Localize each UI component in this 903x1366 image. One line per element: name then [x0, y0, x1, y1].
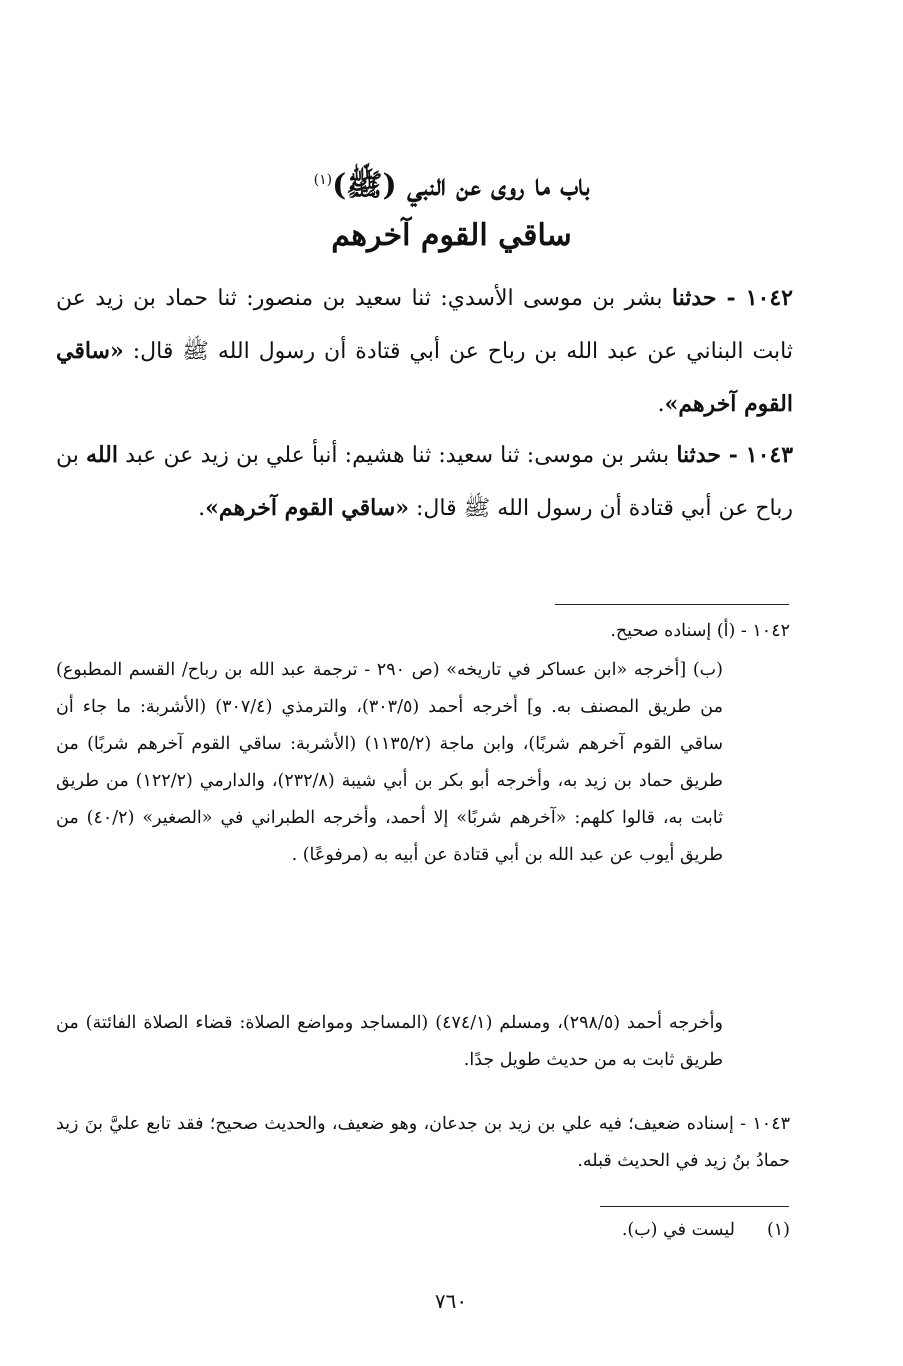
- hadith-1042: ١٠٤٢ - حدثنا بشر بن موسى الأسدي: ثنا سعيد بن منصور: ثنا حماد بن زيد عن ثابت البناني عن عبد الله بن رباح عن أبي قتادة أن رسول الله ﷺ قال: «ساقي القوم آخرهم».: [56, 285, 793, 417]
- footnote-1: [360, 1212, 790, 1249]
- hadith-quote: «ساقي القوم آخرهم»: [56, 338, 793, 417]
- note-1042-heading: ١٠٤٢ - (أ) إسناده صحيح.: [610, 621, 790, 641]
- footnote-reference: (١): [313, 172, 333, 188]
- hadith-lead: حدثنا: [676, 442, 721, 468]
- notes-divider: [555, 604, 789, 605]
- hadith-bold-word: الله: [86, 442, 118, 468]
- hadith-text: بشر بن موسى: ثنا سعيد: ثنا هشيم: أنبأ علي بن زيد عن عبد: [117, 443, 677, 468]
- hadith-lead: حدثنا: [671, 285, 717, 311]
- hadith-1043: ١٠٤٣ - حدثنا بشر بن موسى: ثنا سعيد: ثنا هشيم: أنبأ علي بن زيد عن عبد الله بن رباح عن أبي قتادة أن رسول الله ﷺ قال: «ساقي القوم آخرهم».: [56, 442, 794, 521]
- page-number: ٧٦٠: [434, 1289, 468, 1313]
- footnotes-divider: [600, 1206, 789, 1207]
- hadith-number: ١٠٤٣: [745, 442, 794, 468]
- footnote-marker: (١): [766, 1220, 790, 1240]
- chapter-subtitle: ساقي القوم آخرهم: [331, 218, 572, 253]
- hadith-text: بشر بن موسى الأسدي: ثنا سعيد بن منصور: ثنا حماد بن زيد عن ثابت البناني عن عبد الله بن رباح عن أبي قتادة أن رسول الله ﷺ قال:: [56, 286, 793, 364]
- hadith-text: بن رباح عن أبي قتادة أن رسول الله ﷺ قال:: [56, 443, 793, 521]
- note-1042-sources: (ب) [أخرجه «ابن عساكر في تاريخه» (ص ٢٩٠ - ترجمة عبد الله بن رباح/ القسم المطبوع) من طريق المصنف به. و] أخرجه أحمد (٣٠٣/٥)، والترمذي (٣٠٧/٤) (الأشربة: ما جاء أن ساقي القوم آخرهم شربًا)، وابن ماجة (١١٣٥/٢) (الأشربة: ساقي القوم آخرهم شربًا) من طريق حماد بن زيد به، وأخرجه أبو بكر بن أبي شيبة (٢٣٢/٨)، والدارمي (١٢٢/٢) من طريق ثابت به، قالوا كلهم: «آخرهم شربًا» إلا أحمد، وأخرجه الطبراني في «الصغير» (٤٠/٢) من طريق أيوب عن عبد الله بن أبي قتادة عن أبيه به (مرفوعًا) .: [56, 660, 723, 865]
- chapter-title-text: باب ما روى عن النبي (ﷺ): [332, 168, 590, 203]
- hadith-number: ١٠٤٢: [745, 285, 793, 311]
- hadith-quote: «ساقي القوم آخرهم»: [205, 495, 410, 521]
- footnote-text: ليست في (ب).: [621, 1220, 735, 1240]
- chapter-title: [60, 158, 843, 208]
- note-1043: ١٠٤٣ - إسناده ضعيف؛ فيه علي بن زيد بن جدعان، وهو ضعيف، والحديث صحيح؛ فقد تابع عليَّ بنَ زيد حمادُ بنُ زيد في الحديث قبله.: [56, 1114, 790, 1171]
- note-1042-extra: وأخرجه أحمد (٢٩٨/٥)، ومسلم (٤٧٤/١) (المساجد ومواضع الصلاة: قضاء الصلاة الفائتة) من طريق ثابت به من حديث طويل جدًا.: [56, 1013, 723, 1070]
